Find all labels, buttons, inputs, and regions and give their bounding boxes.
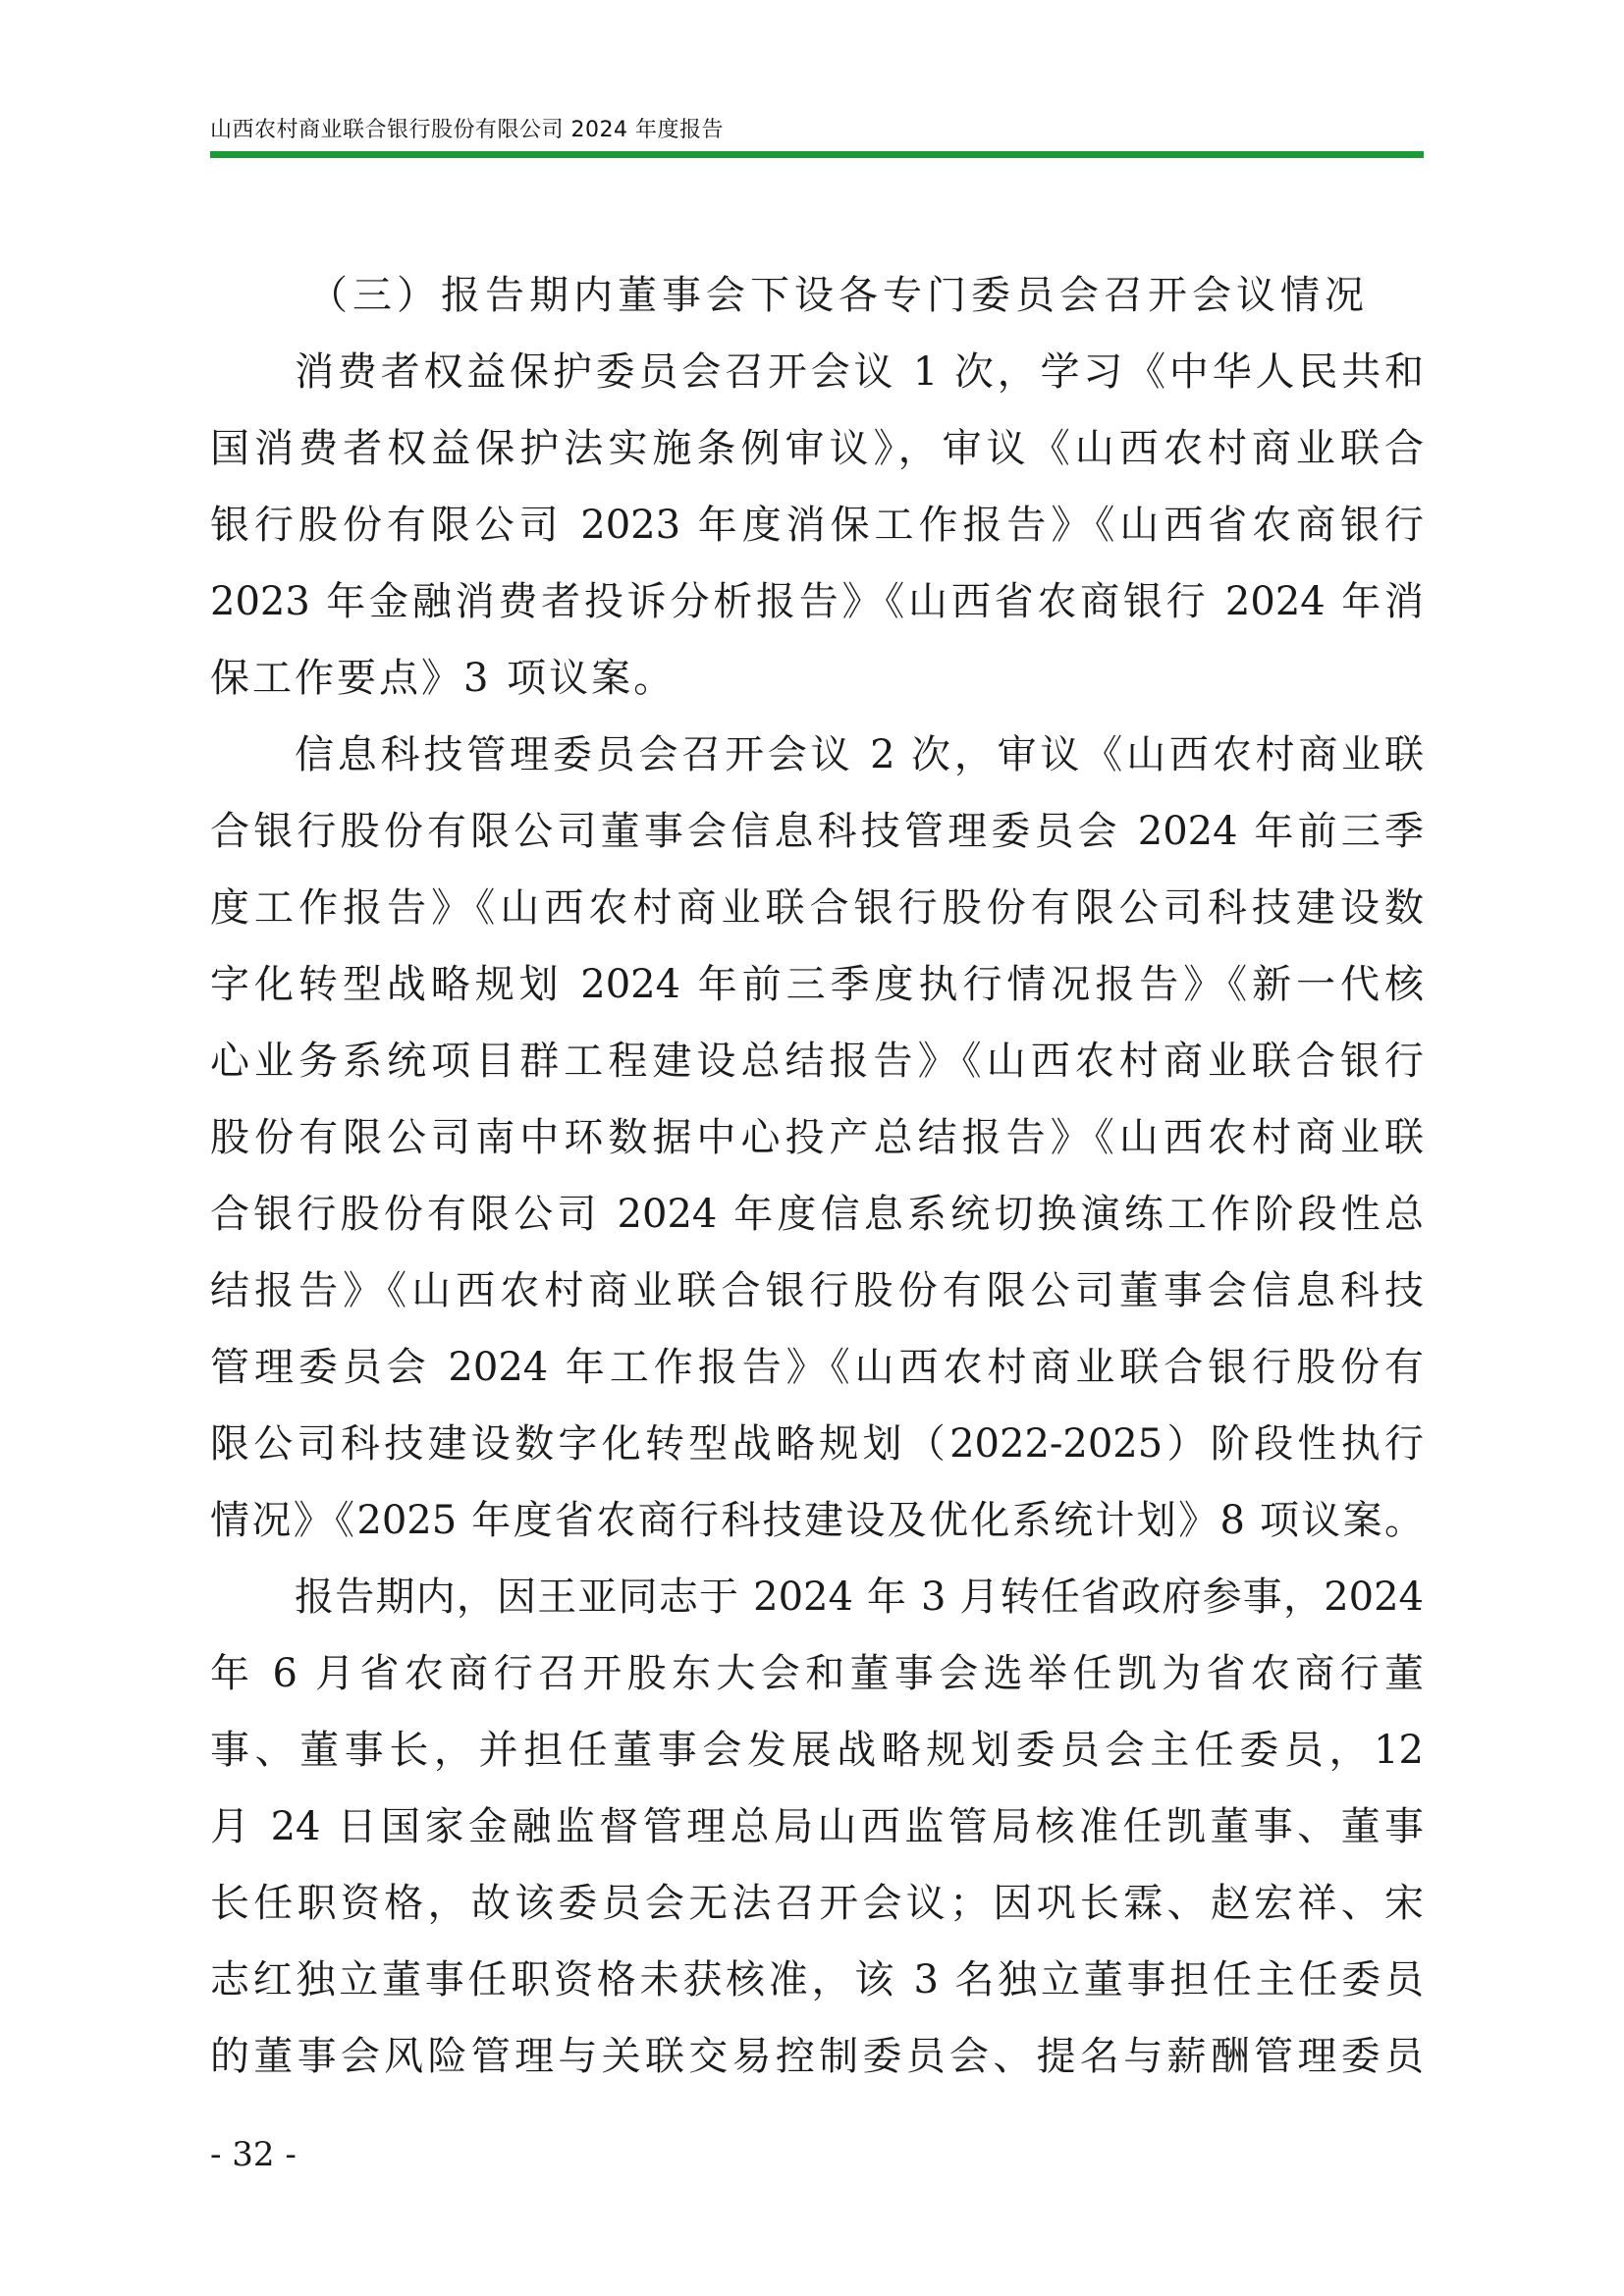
text-line: 股份有限公司南中环数据中心投产总结报告》《山西农村商业联: [210, 1115, 1424, 1160]
text-line: 银行股份有限公司 2023 年度消保工作报告》《山西省农商银行: [210, 503, 1424, 548]
text-line: 管理委员会 2024 年工作报告》《山西农村商业联合银行股份有: [210, 1345, 1424, 1390]
text-line: 结报告》《山西农村商业联合银行股份有限公司董事会信息科技: [210, 1268, 1424, 1313]
text-line: 限公司科技建设数字化转型战略规划（2022-2025）阶段性执行: [210, 1421, 1424, 1467]
text-line: 报告期内，因王亚同志于 2024 年 3 月转任省政府参事，2024: [295, 1575, 1424, 1620]
section-heading: （三）报告期内董事会下设各专门委员会召开会议情况: [308, 273, 1369, 318]
text-line: 国消费者权益保护法实施条例审议》，审议《山西农村商业联合: [210, 426, 1424, 471]
text-line: 度工作报告》《山西农村商业联合银行股份有限公司科技建设数: [210, 885, 1424, 931]
text-line: 月 24 日国家金融监督管理总局山西监管局核准任凯董事、董事: [210, 1804, 1424, 1849]
text-line: 消费者权益保护委员会召开会议 1 次，学习《中华人民共和: [295, 349, 1424, 395]
text-line: 的董事会风险管理与关联交易控制委员会、提名与薪酬管理委员: [210, 2034, 1424, 2079]
paragraph-consumer-protection: [210, 334, 1424, 717]
text-line: 2023 年金融消费者投诉分析报告》《山西省农商银行 2024 年消: [210, 579, 1424, 624]
text-line: 合银行股份有限公司董事会信息科技管理委员会 2024 年前三季: [210, 809, 1424, 854]
text-line: 保工作要点》3 项议案。: [210, 656, 677, 701]
document-body: [210, 257, 1424, 2095]
page-number: - 32 -: [210, 2135, 297, 2174]
text-line: 信息科技管理委员会召开会议 2 次，审议《山西农村商业联: [295, 732, 1424, 777]
report-title: 山西农村商业联合银行股份有限公司 2024 年度报告: [210, 118, 724, 142]
text-line: 情况》《2025 年度省农商行科技建设及优化系统计划》8 项议案。: [210, 1498, 1424, 1543]
paragraph-it-management: [210, 717, 1424, 1559]
text-line: 长任职资格，故该委员会无法召开会议；因巩长霖、赵宏祥、宋: [210, 1881, 1424, 1926]
header-divider: [210, 151, 1424, 158]
text-line: 字化转型战略规划 2024 年前三季度执行情况报告》《新一代核: [210, 962, 1424, 1007]
text-line: 事、董事长，并担任董事会发展战略规划委员会主任委员，12: [210, 1728, 1424, 1773]
text-line: 志红独立董事任职资格未获核准，该 3 名独立董事担任主任委员: [210, 1957, 1424, 2002]
text-line: 合银行股份有限公司 2024 年度信息系统切换演练工作阶段性总: [210, 1192, 1424, 1237]
paragraph-reporting-period: [210, 1559, 1424, 2095]
text-line: 年 6 月省农商行召开股东大会和董事会选举任凯为省农商行董: [210, 1651, 1424, 1696]
text-line: 心业务系统项目群工程建设总结报告》《山西农村商业联合银行: [210, 1039, 1424, 1084]
page-header: [210, 116, 1424, 145]
